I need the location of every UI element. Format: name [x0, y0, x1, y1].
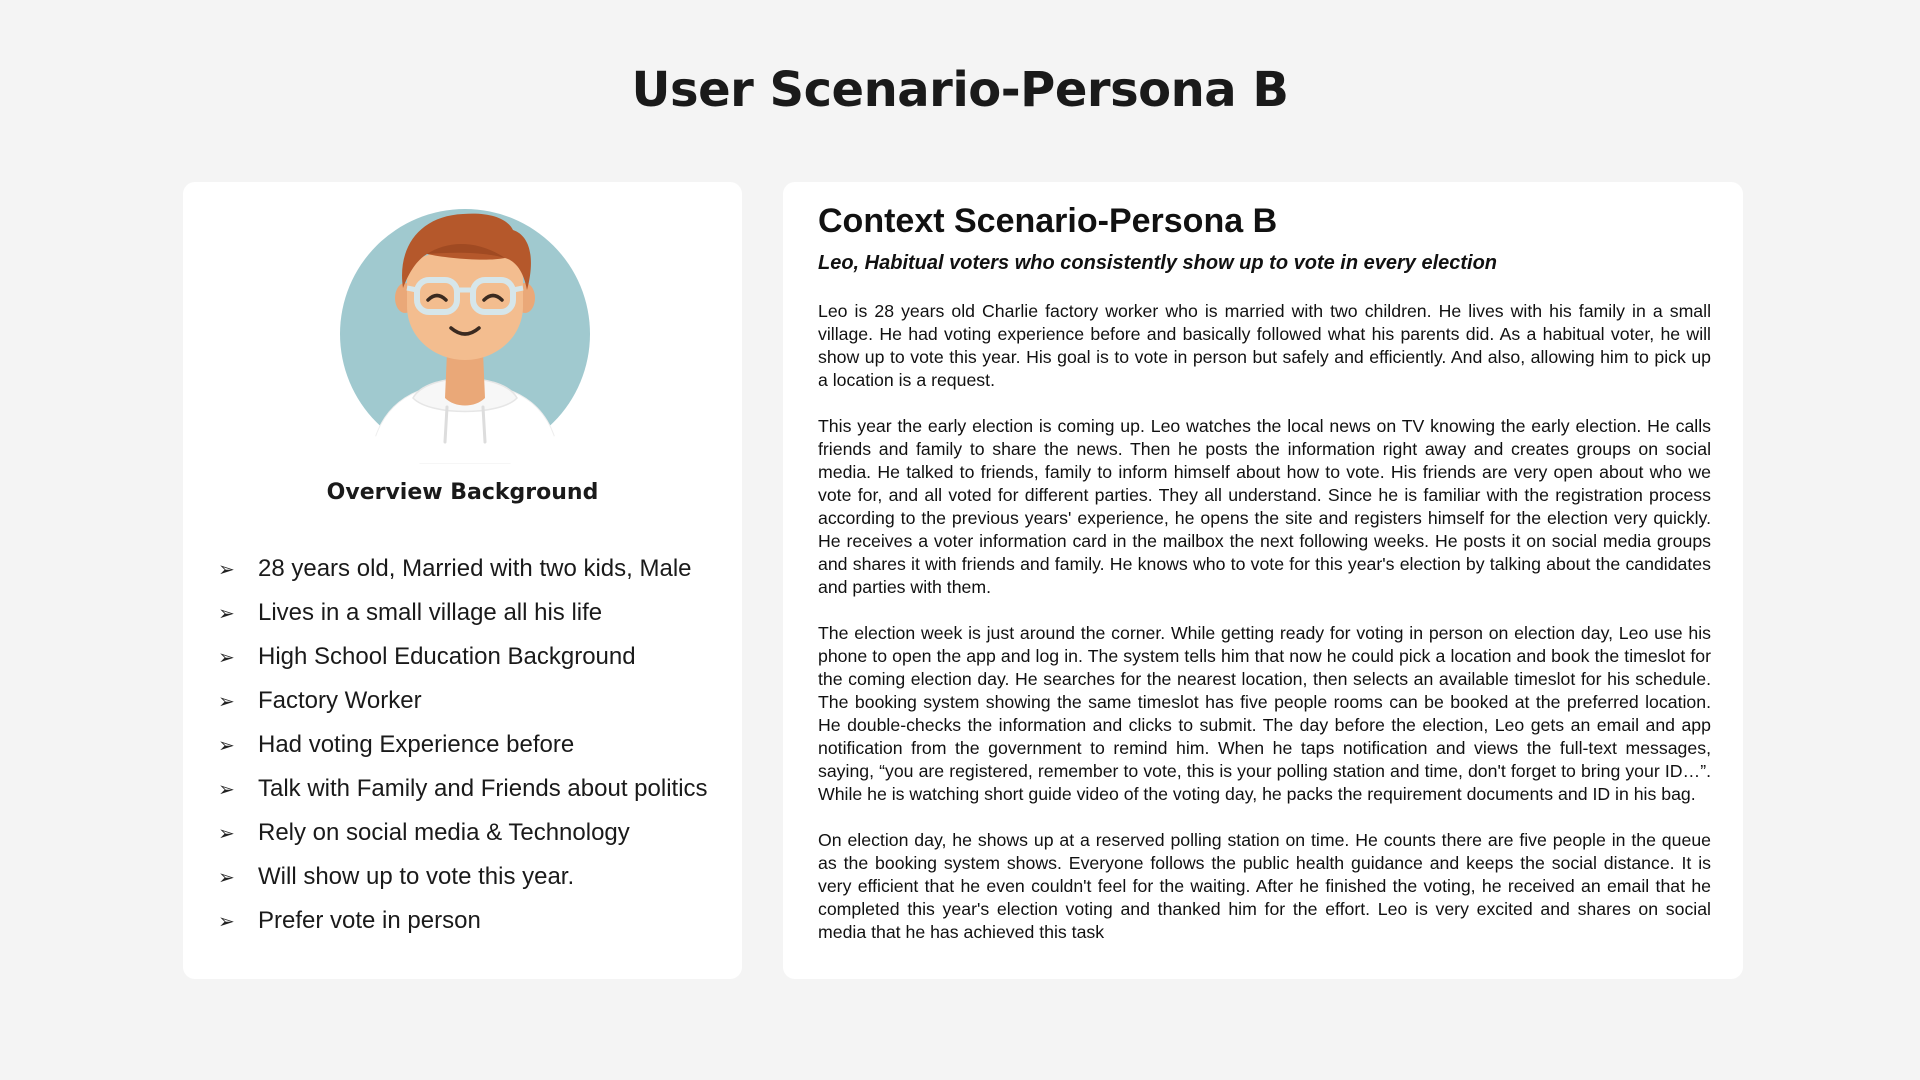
list-item [218, 591, 708, 635]
list-item-text: Lives in a small village all his life [258, 599, 603, 626]
arrowhead-bullet-icon: ➢ [218, 910, 235, 933]
overview-heading: Overview Background [326, 480, 599, 505]
list-item-text: High School Education Background [258, 643, 636, 670]
list-item-text: Factory Worker [258, 687, 422, 714]
arrowhead-bullet-icon: ➢ [218, 558, 235, 581]
list-item [218, 899, 708, 943]
arrowhead-bullet-icon: ➢ [218, 734, 235, 757]
arrowhead-bullet-icon: ➢ [218, 778, 235, 801]
list-item [218, 547, 708, 591]
context-paragraph: On election day, he shows up at a reserved polling station on time. He counts there are five people in the queue as the booking system shows. Everyone follows the public health guidance and keeps the social distance. It is very efficient that he even couldn't feel for the waiting. After he finished the voting, he received an email that he completed this year's election voting and thanked him for the effort. Leo is very excited and shares on social media that he has achieved this task [818, 830, 1711, 942]
arrowhead-bullet-icon: ➢ [218, 866, 235, 889]
list-item [218, 723, 708, 767]
arrowhead-bullet-icon: ➢ [218, 602, 235, 625]
persona-avatar-icon [335, 202, 595, 464]
list-item-text: Will show up to vote this year. [258, 863, 575, 890]
list-item-text: Had voting Experience before [258, 731, 575, 758]
list-item [218, 855, 708, 899]
context-paragraph: Leo is 28 years old Charlie factory worker who is married with two children. He lives with his family in a small village. He had voting experience before and basically followed what his parents did. As a habitual voter, he will show up to vote this year. His goal is to vote in person but safely and efficiently. And also, allowing him to pick up a location is a request. [818, 301, 1711, 390]
list-item-text: 28 years old, Married with two kids, Male [258, 555, 692, 582]
list-item-text: Talk with Family and Friends about politics [258, 775, 708, 802]
context-paragraph: The election week is just around the corner. While getting ready for voting in person on election day, Leo use his phone to open the app and log in. The system tells him that now he could pick a location and book the timeslot for the coming election day. He searches for the nearest location, then selects an available timeslot for his schedule. The booking system showing the same timeslot has five people rooms can be booked at the preferred location. He double-checks the information and clicks to submit. The day before the election, Leo gets an email and app notification from the government to remind him. When he taps notification and views the full-text messages, saying, “you are registered, remember to vote, this is your polling station and time, don't forget to bring your ID…”. While he is watching short guide video of the voting day, he packs the requirement documents and ID in his bag. [818, 623, 1711, 804]
overview-bullet-list [218, 547, 708, 943]
page-title: User Scenario-Persona B [631, 62, 1289, 118]
arrowhead-bullet-icon: ➢ [218, 690, 235, 713]
arrowhead-bullet-icon: ➢ [218, 822, 235, 845]
arrowhead-bullet-icon: ➢ [218, 646, 235, 669]
list-item [218, 635, 708, 679]
list-item [218, 767, 708, 811]
context-body [818, 300, 1711, 967]
list-item [218, 679, 708, 723]
list-item [218, 811, 708, 855]
context-subtitle: Leo, Habitual voters who consistently show up to vote in every election [818, 252, 1498, 274]
list-item-text: Prefer vote in person [258, 907, 481, 934]
context-card [783, 182, 1743, 979]
context-paragraph: This year the early election is coming up. Leo watches the local news on TV knowing the early election. He calls friends and family to share the news. Then he posts the information right away and creates groups on social media. He talked to friends, family to inform himself about how to vote. His friends are very open about who we vote for, and all voted for different parties. They all understand. Since he is familiar with the registration process according to the previous years' experience, he opens the site and registers himself for the election very quickly. He receives a voter information card in the mailbox the next following weeks. He posts it on social media groups and shares it with friends and family. He knows who to vote for this year's election by talking about the candidates and parties with them. [818, 416, 1711, 597]
list-item-text: Rely on social media & Technology [258, 819, 630, 846]
context-title: Context Scenario-Persona B [818, 202, 1278, 240]
overview-card [183, 182, 742, 979]
